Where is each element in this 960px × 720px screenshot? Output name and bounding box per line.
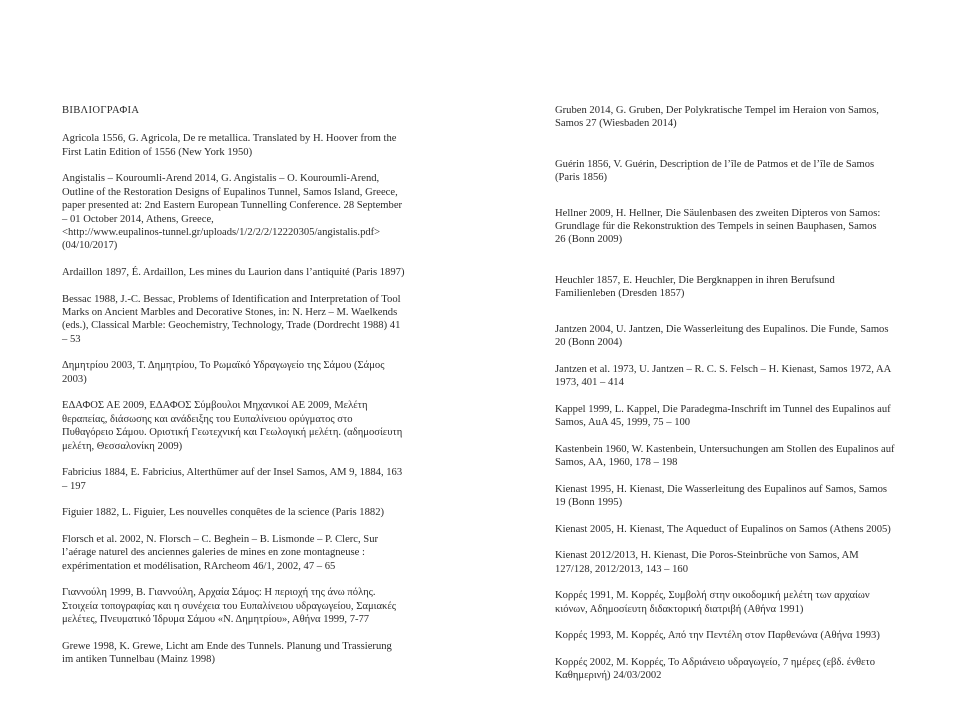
bibliography-entry: Jantzen et al. 1973, U. Jantzen – R. C. S. Felsch – H. Kienast, Samos 1972, AA 1973, 401 – 414 (555, 363, 892, 389)
bibliography-entry: Kienast 1995, H. Kienast, Die Wasserleitung des Eupalinos auf Samos, Samos 19 (Bonn 1995) (555, 483, 888, 509)
bibliography-entry: Jantzen 2004, U. Jantzen, Die Wasserleitung des Eupalinos. Die Funde, Samos 20 (Bonn 2004) (555, 323, 889, 349)
bibliography-entry: Figuier 1882, L. Figuier, Les nouvelles conquêtes de la science (Paris 1882) (62, 507, 385, 519)
bibliography-entry: Δημητρίου 2003, Τ. Δημητρίου, Το Ρωμαϊκό Υδραγωγείο της Σάμου (Σάμος 2003) (62, 360, 385, 385)
bibliography-entry: Γιαννούλη 1999, Β. Γιαννούλη, Αρχαία Σάμος: Η περιοχή της άνω πόλης. Στοιχεία τοπογραφίας και η συνέχεια του Ευπαλίνειου υδραγωγείου, Σαμιακές μελέτες, Πνευματικό Ίδρυμα Σάμου «Ν. Δημητρίου», Αθήνα 1999, 7-77 (62, 587, 397, 626)
bibliography-entry: Kappel 1999, L. Kappel, Die Paradegma-Inschrift im Tunnel des Eupalinos auf Samos, AuA 45, 1999, 75 – 100 (555, 403, 891, 429)
right-column (555, 104, 933, 696)
bibliography-entry: Ardaillon 1897, É. Ardaillon, Les mines du Laurion dans l’antiquité (Paris 1897) (62, 267, 405, 279)
bibliography-entry: Kastenbein 1960, W. Kastenbein, Untersuchungen am Stollen des Eupalinos auf Samos, AA, 1960, 178 – 198 (555, 443, 895, 469)
bibliography-entry: Agricola 1556, G. Agricola, De re metallica. Translated by H. Hoover from the First Latin Edition of 1556 (New York 1950) (62, 133, 397, 158)
bibliography-heading: ΒΙΒΛΙΟΓΡΑΦΙΑ (62, 105, 140, 116)
bibliography-entry: Heuchler 1857, E. Heuchler, Die Bergknappen in ihren Berufsund Familienleben (Dresden 1857) (555, 274, 835, 300)
bibliography-entry: Guérin 1856, V. Guérin, Description de l’île de Patmos et de l’île de Samos (Paris 1856) (555, 158, 875, 184)
bibliography-entry: ΕΔΑΦΟΣ ΑΕ 2009, ΕΔΑΦΟΣ Σύμβουλοι Μηχανικοί ΑΕ 2009, Μελέτη θεραπείας, διάσωσης και ανάδειξης του Ευπαλίνειου ορύγματος στο Πυθαγόρειο Σάμου. Οριστική Γεωτεχνική και Γεωλογική μελέτη. (αδημοσίευτη μελέτη, Θεσσαλονίκη 2009) (62, 400, 403, 452)
bibliography-entry: Florsch et al. 2002, N. Florsch – C. Beghein – B. Lismonde – P. Clerc, Sur l’aérage naturel des anciennes galeries de mines en zone montagneuse : expérimentation et modélisation, RArcheom 46/1, 2002, 47 – 65 (62, 533, 379, 572)
bibliography-entry: Grewe 1998, K. Grewe, Licht am Ende des Tunnels. Planung und Trassierung im antiken Tunnelbau (Mainz 1998) (62, 640, 392, 666)
bibliography-entry: Κορρές 1993, Μ. Κορρές, Από την Πεντέλη στον Παρθενώνα (Αθήνα 1993) (555, 630, 880, 642)
bibliography-entry: Hellner 2009, H. Hellner, Die Säulenbasen des zweiten Dipteros von Samos: Grundlage für die Rekonstruktion des Tempels in seinen Bauphasen, Samos 26 (Bonn 2009) (555, 207, 881, 246)
bibliography-entry: Gruben 2014, G. Gruben, Der Polykratische Tempel im Heraion von Samos, Samos 27 (Wiesbaden 2014) (555, 105, 879, 130)
bibliography-entry: Bessac 1988, J.-C. Bessac, Problems of Identification and Interpretation of Tool Marks on Ancient Marbles and Decorative Stones, in: N. Herz – M. Waelkends (eds.), Classical Marble: Geochemistry, Technology, Trade (Dordrecht 1988) 41 – 53 (62, 293, 401, 345)
bibliography-entry: Kienast 2012/2013, H. Kienast, Die Poros-Steinbrüche von Samos, AM 127/128, 2012/2013, 143 – 160 (555, 550, 859, 575)
left-column (62, 104, 440, 680)
bibliography-entry: Κορρές 2002, Μ. Κορρές, Το Αδριάνειο υδραγωγείο, 7 ημέρες (εβδ. ένθετο Καθημερινή) 24/03/2002 (555, 656, 876, 682)
bibliography-entry: Angistalis – Kouroumli-Arend 2014, G. Angistalis – O. Kouroumli-Arend, Outline of the Restoration Designs of Eupalinos Tunnel, Samos Island, Greece, paper presented at: 2nd Eastern European Tunnelling Conference. 28 September – 01 October 2014, Athens, Greece, <http://www.eupalinos-tunnel.gr/uploads/1/2/2/2/12220305/angistalis.pdf> (04/10/2017) (62, 173, 403, 252)
bibliography-entry: Fabricius 1884, E. Fabricius, Alterthümer auf der Insel Samos, AM 9, 1884, 163 – 197 (62, 467, 403, 492)
bibliography-entry: Kienast 2005, H. Kienast, The Aqueduct of Eupalinos on Samos (Athens 2005) (555, 523, 891, 535)
bibliography-entry: Κορρές 1991, Μ. Κορρές, Συμβολή στην οικοδομική μελέτη των αρχαίων κιόνων, Αδημοσίευτη διδακτορική διατριβή (Αθήνα 1991) (555, 590, 870, 615)
